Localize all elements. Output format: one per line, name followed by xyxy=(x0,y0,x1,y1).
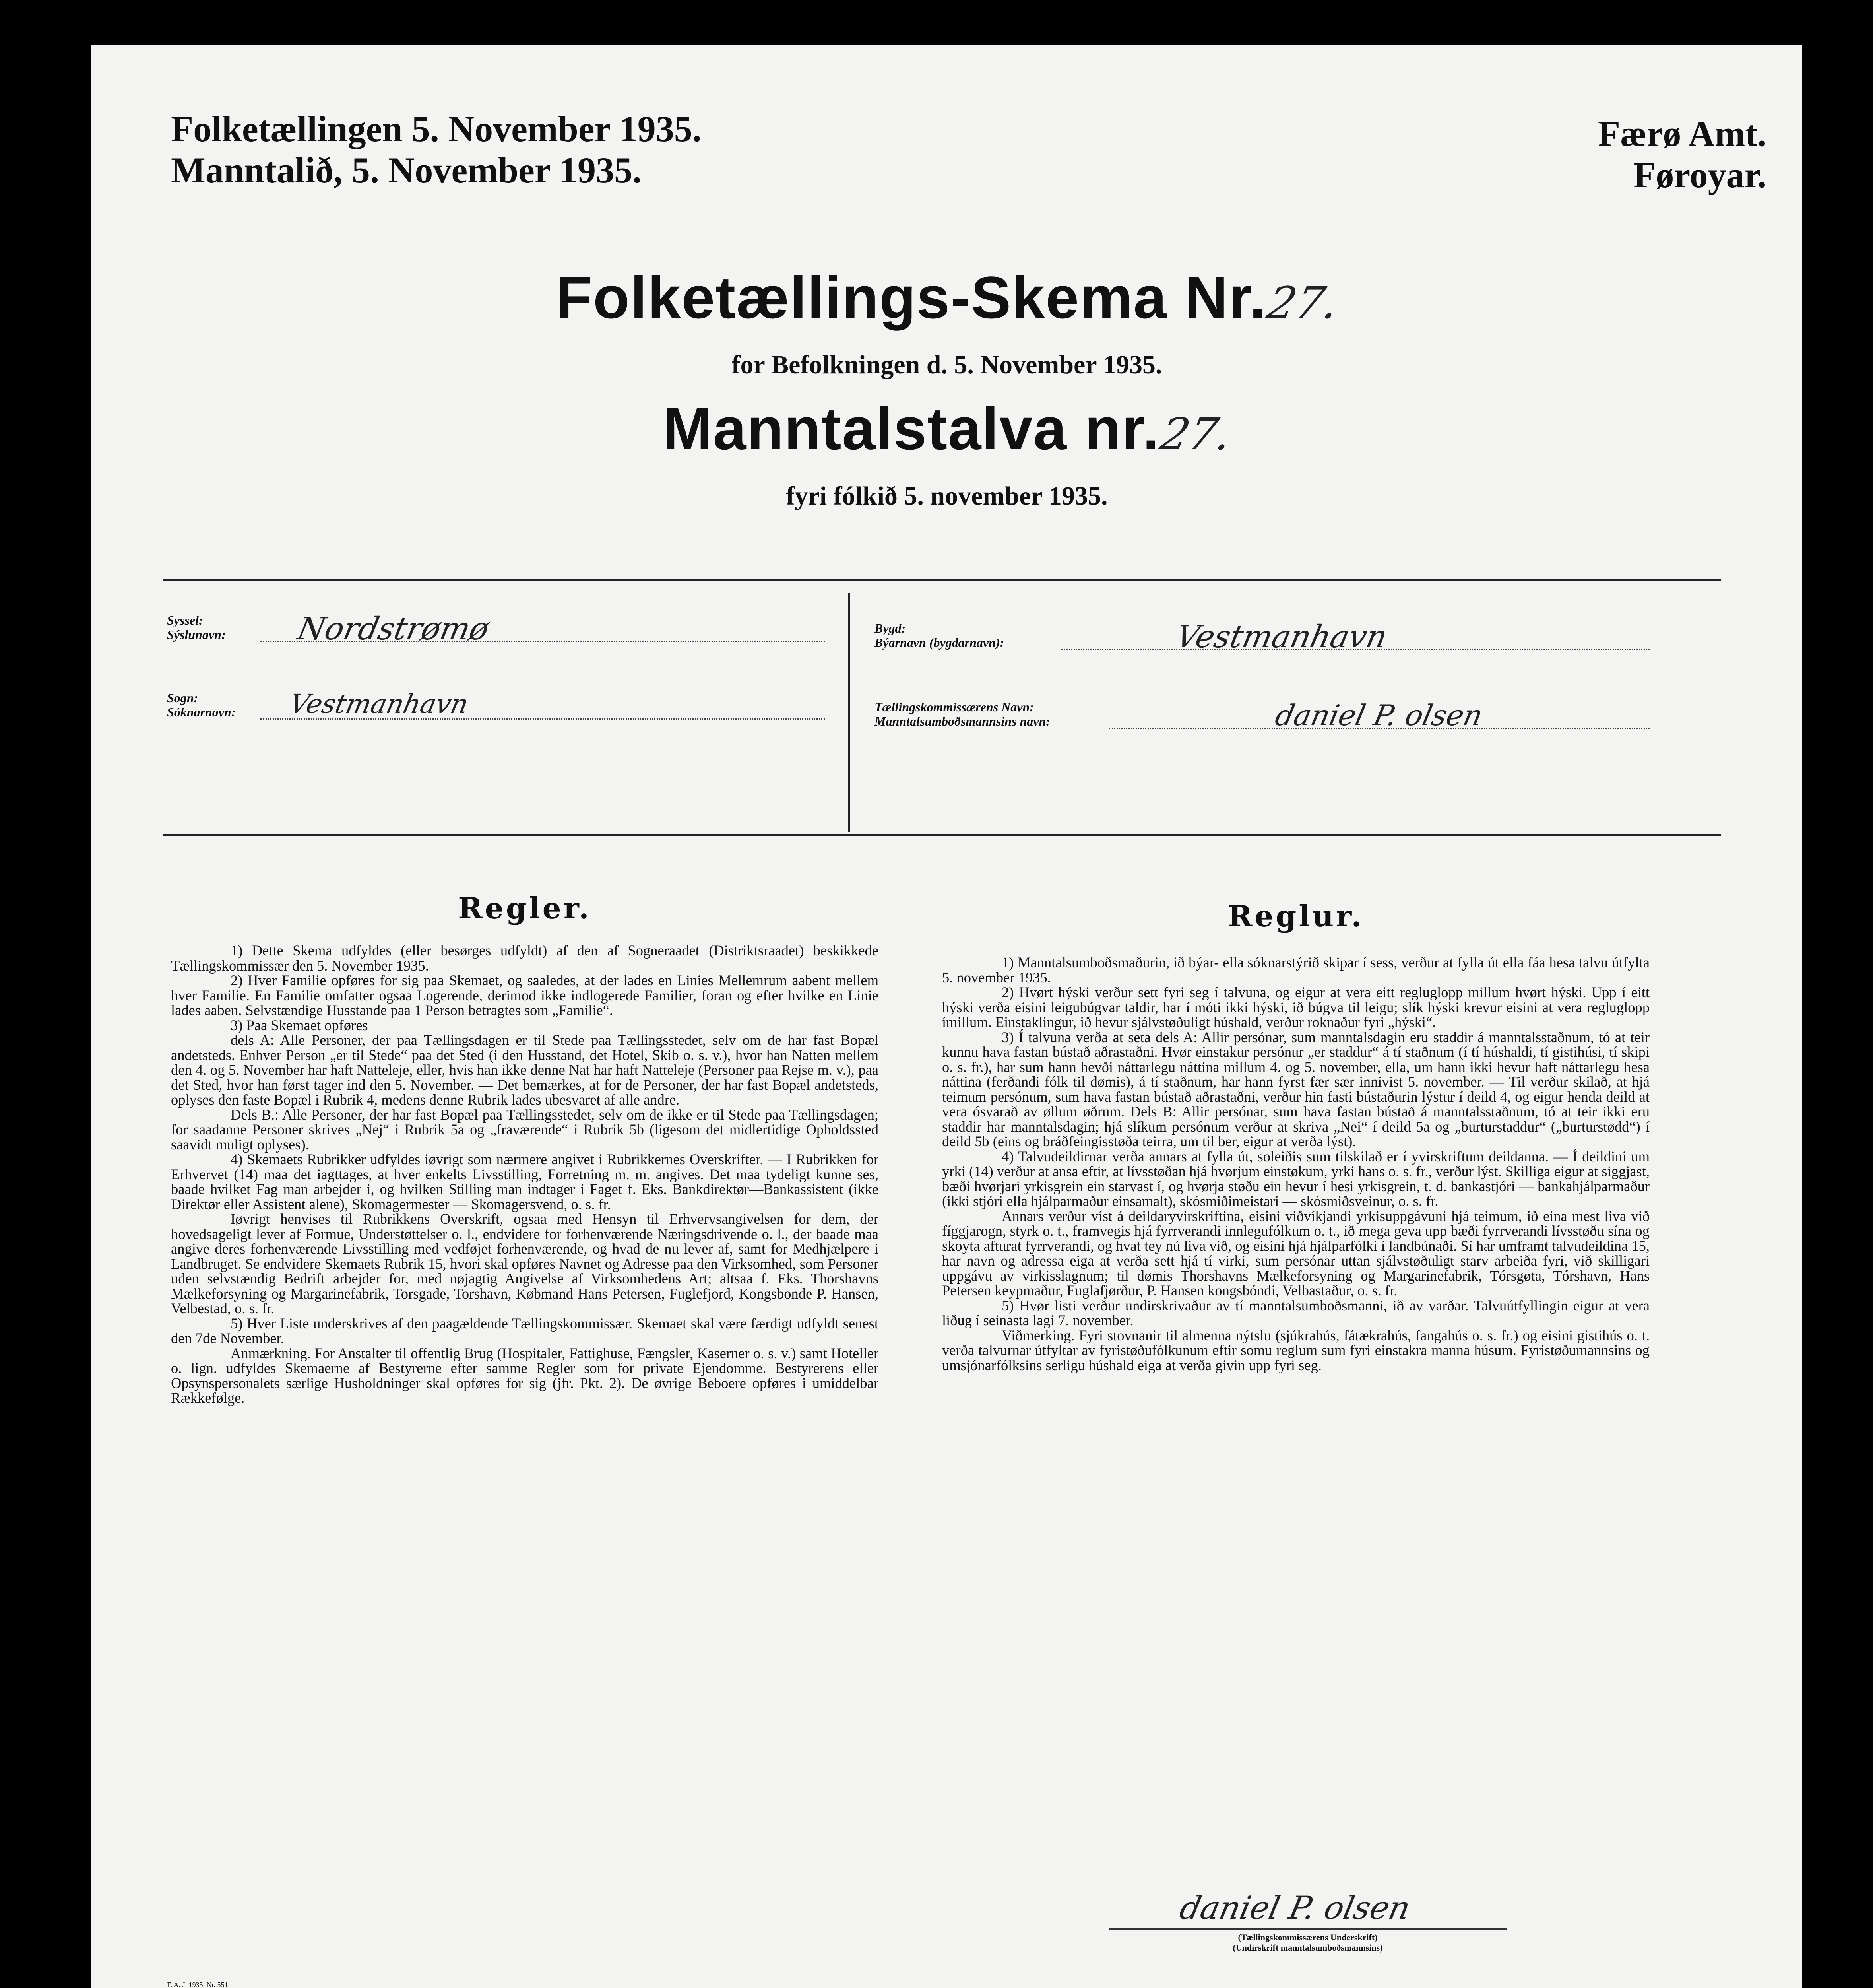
signature-line xyxy=(1109,1928,1507,1930)
manntal-title xyxy=(91,394,1802,463)
manntal-title-label: Manntalstalva nr. xyxy=(662,395,1160,462)
regler-paragraph: Dels B.: Alle Personer, der har fast Bopæl paa Tællingsstedet, selv om de ikke er til Stede paa Tællingsdagen; for saadanne Personer skrives „Nej“ i Rubrik 5a og „fraværende“ i Rubrik 5b (ligesom det midlertidige Opholdssted saavidt muligt oplyses). xyxy=(171,1106,878,1153)
field-block-bottom-rule xyxy=(163,834,1721,836)
kommissaer-label: Tællingskommissærens Navn: Manntalsumboðsmannsins navn: xyxy=(874,700,1050,728)
regler-paragraph: 4) Skemaets Rubrikker udfyldes iøvrigt som nærmere angivet i Rubrikkernes Overskrifter. — I Rubrikken for Erhvervet (14) maa det iagttages, at hver enkelts Livsstilling, Forretning m. m. angives. Det maa tydeligt kunne ses, baade hvilket Fag man arbejder i, og hvilken Stilling man indtager i Faget f. Eks. Bankdirektør—Bankassistent (ikke Direktør eller Assistent alene), Skomagermester — Skomagersvend, o. s. fr. xyxy=(171,1151,878,1212)
schema-number-handwritten: 27. xyxy=(1263,278,1344,328)
reglur-column xyxy=(942,955,1650,1373)
reglur-paragraph: 3) Í talvuna verða at seta dels A: Allir persónar, sum manntalsdagin eru staddir á manntalsstaðnum, tó at teir kunnu hava fastan bústað aðrastaðni. Hvør einstakur persónur „er staddur“ á tí staðnum (í tí húshaldi, tí gistihúsi, tí skipi o. s. fr.), har sum hann hevði náttarlegu náttina millum 4. og 5. november, ella, um hann ikki hevur haft náttarlegu hesa náttina (ferðandi fólk til dømis), á tí staðnum, har hann fyrst fær sær innivist 5. november. — Til verður skilað, at hjá teimum persónum, sum hava fastan bústað aðrastaðni, verður hin fasti bústaðurin lýstur í deild 4, og eigur henda deild at vera ósvarað av øllum øðrum. Dels B: Allir persónar, sum hava fastan bústað á manntalsstaðnum, tó at teir ikki eru staddir har manntalsdagin; hjá slíkum persónum verður at skriva „Nei“ í deild 5a og „burturstaddur“ („burturstødd“) í deild 5b (eins og bráðfeingisstøða teirra, um til ber, eigur at verða lýst). xyxy=(942,1029,1650,1149)
schema-subtitle: for Befolkningen d. 5. November 1935. xyxy=(731,350,1162,379)
manntal-number-handwritten: 27. xyxy=(1156,409,1237,460)
header-right-line2: Føroyar. xyxy=(1633,155,1766,195)
reglur-paragraph: 5) Hvør listi verður undirskrivaður av tí manntalsumboðsmanni, ið av varðar. Talvuútfyllingin eigur at vera liðug í seinasta lagi 7. november. xyxy=(942,1297,1650,1328)
reglur-paragraph: 1) Manntalsumboðsmaðurin, ið býar- ella sóknarstýrið skipar í sess, verður at fylla út ella fáa hesa talvu útfylta 5. november 1935. xyxy=(942,954,1650,986)
signature-caption: (Tællingskommissærens Underskrift) (Undirskrift manntalsumboðsmannsins) xyxy=(1233,1932,1383,1953)
regler-paragraph: Iøvrigt henvises til Rubrikkens Overskrift, ogsaa med Hensyn til Erhvervsangivelsen for dem, der hovedsageligt lever af Formue, Understøttelser o. l., endvidere for forhenværende Næringsdrivende o. l., der baade maa angive deres forhenværende Livsstilling med vedføjet forhenværende, og hvad de nu lever af, samt for Medhjælpere i Landbruget. Se endvidere Skemaets Rubrik 15, hvori skal opføres Navnet og Adresse paa den Virksomhed, som Personer uden selvstændig Bedrift arbejder for, med nøjagtig Angivelse af Virksomhedens Art; altsaa f. Eks. Thorshavns Mælkeforsyning og Margarinefabrik, Torsgade, Torshavn, Købmand Hans Petersen, Fuglefjord, Kongsbonde P. Hansen, Velbestad, o. s. fr. xyxy=(171,1211,878,1316)
reglur-title: Reglur. xyxy=(1227,899,1364,934)
header-right-line1: Færø Amt. xyxy=(1598,113,1766,154)
header-left-line1: Folketællingen 5. November 1935. xyxy=(171,109,702,149)
print-mark: F. A. J. 1935. Nr. 551. xyxy=(167,1981,230,1988)
regler-paragraph: 5) Hver Liste underskrives af den paagældende Tællingskommissær. Skemaet skal være færdigt udfyldt senest den 7de November. xyxy=(171,1315,878,1346)
reglur-paragraph: 2) Hvørt hýski verður sett fyri seg í talvuna, og eigur at vera eitt regluglopp millum hvørt hýski. Upp í eitt hýski verða eisini leigubúgvar taldir, har í móti ikki hýski, ið búgva til leigu; slík hýski krevur eisini at vera regluglopp ímillum. Einstaklingur, ið hevur sjálvstøðuligt húshald, verður roknaður fyri „hýski“. xyxy=(942,984,1650,1030)
header-left-line2: Manntalið, 5. November 1935. xyxy=(171,150,642,190)
census-form-page xyxy=(91,45,1802,1988)
regler-paragraph: 2) Hver Familie opføres for sig paa Skemaet, og saaledes, at der lades en Linies Mellemrum aabent mellem hver Familie. En Familie omfatter ogsaa Logerende, derimod ikke indlogerede Familier, foran og efter hvilke en Linie lades aaben. Selvstændige Husstande paa 1 Person betragtes som „Familie“. xyxy=(171,972,878,1018)
regler-column xyxy=(171,943,878,1406)
field-block-top-rule xyxy=(163,579,1721,581)
schema-title-label: Folketællings-Skema Nr. xyxy=(556,264,1267,331)
regler-paragraph: dels A: Alle Personer, der paa Tællingsdagen er til Stede paa Tællingsstedet, selv om de har fast Bopæl andetsteds. Enhver Person „er til Stede“ paa det Sted (i den Husstand, det Hotel, Skib o. s. v.), hvor han Natten mellem den 4. og 5. November har haft Natteleje, eller, hvis han ikke denne Nat har haft Natteleje (Personer paa Rejse m. v.), paa det Sted, hvor han først tager ind den 5. November. — Det bemærkes, at for de Personer, der har fast Bopæl andetsteds, oplyses den faste Bopæl i Rubrik 4, medens denne Rubrik lades ubesvaret af alle andre. xyxy=(171,1032,878,1108)
reglur-paragraph: Annars verður víst á deildaryvirskriftina, eisini viðvíkjandi yrkisuppgávuni hjá teimum, ið eina mest liva við fíggjarogn, styrk o. t., framvegis hjá fyrrverandi innlegufólkum o. t., ið mega geva upp bæði fyrrverandi lívsstøðu sína og skoyta afturat fyrrverandi, og hvat tey nú liva við, og eisini hjá hjálparfólki í landbúnaði. Sí har umframt talvudeildina 15, har navn og adressa eiga at verða sett hjá tí virki, sum persónar uttan sjálvstøðuligt starv arbeiða fyri, við skilligari uppgávu av virkisslagnum; til dømis Thorshavns Mælkeforsyning og Margarinefabrik, Tórsgøta, Tórshavn, Hans Petersen keypmaður, Fuglafjørður, P. Hansen kongsbóndi, Velbastaður, o. s. fr. xyxy=(942,1208,1650,1299)
regler-title: Regler. xyxy=(458,891,591,926)
reglur-paragraph: Viðmerking. Fyri stovnanir til almenna nýtslu (sjúkrahús, fátækrahús, fangahús o. s. fr.) og eisini gistihús o. t. verða talvurnar útfyltar av fyristøðufólkunum eftir somu reglum sum fyri einstakra manna húsum. Fyristøðumannsins og umsjónarfólksins serligu húshald eiga at verða givin upp fyri seg. xyxy=(942,1327,1650,1373)
sogn-value: Vestmanhavn xyxy=(287,689,471,719)
syssel-label: Syssel: Sýslunavn: xyxy=(167,613,226,642)
signature-handwritten: daniel P. olsen xyxy=(1177,1889,1414,1926)
kommissaer-value: daniel P. olsen xyxy=(1272,699,1486,732)
schema-title xyxy=(91,263,1802,332)
reglur-paragraph: 4) Talvudeildirnar verða annars at fylla út, soleiðis sum tilskilað er í yvirskriftum deildanna. — Í deildini um yrki (14) verður at ansa eftir, at lívsstøðan hjá hvørjum einstøkum, yrki hans o. s. fr., verður lýst. Skilliga eigur at siggjast, bæði hvørjari yrkisgrein ein starvast í, og hvørja støðu ein hevur í hesi yrkisgrein, t. d. bankastjóri — bankahjálparmaður (ikki stjóri ella hjálparmaður einsamalt), skósmiðimeistari — skósmiðsveinur, o. s. fr. xyxy=(942,1148,1650,1209)
sogn-label: Sogn: Sóknarnavn: xyxy=(167,691,236,719)
regler-paragraph: 3) Paa Skemaet opføres xyxy=(231,1017,368,1033)
bygd-label: Bygd: Býarnavn (bygdarnavn): xyxy=(874,621,1004,650)
manntal-subtitle: fyri fólkið 5. november 1935. xyxy=(786,481,1108,511)
field-block-divider xyxy=(848,593,850,832)
bygd-value: Vestmanhavn xyxy=(1173,619,1391,655)
syssel-value: Nordstrømø xyxy=(294,611,492,647)
regler-paragraph: Anmærkning. For Anstalter til offentlig Brug (Hospitaler, Fattighuse, Fængsler, Kaserner o. s. v.) samt Hoteller o. lign. udfyldes Skemaerne af Bestyrerne efter samme Regler som for private Ejendomme. Bestyrerens eller Opsynspersonalets særlige Husholdninger skal opføres for sig (jfr. Pkt. 2). De øvrige Beboere opføres i umiddelbar Rækkefølge. xyxy=(171,1345,878,1406)
regler-paragraph: 1) Dette Skema udfyldes (eller besørges udfyldt) af den af Sogneraadet (Distriktsraadet) beskikkede Tællingskommissær den 5. November 1935. xyxy=(171,942,878,974)
